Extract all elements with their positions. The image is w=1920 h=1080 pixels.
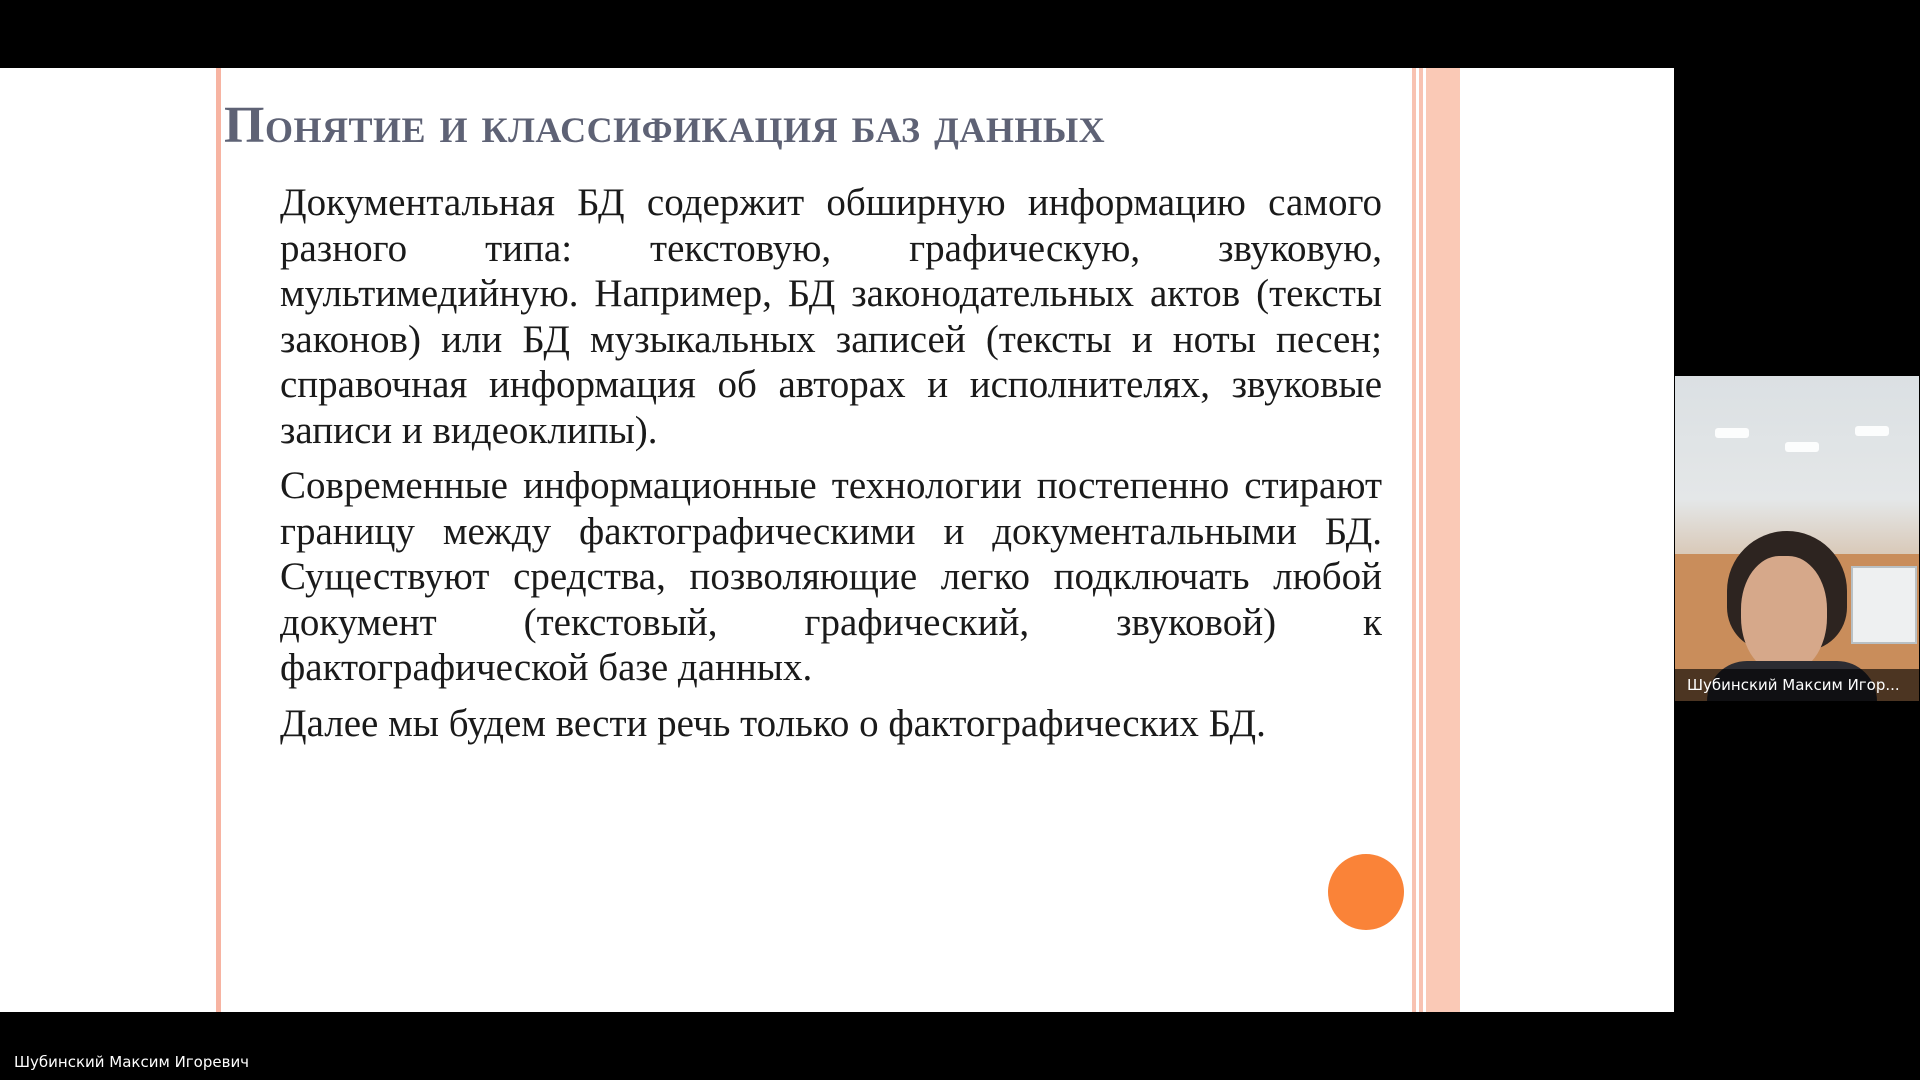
slide-paragraph: Современные информационные технологии постепенно стирают границу между фактографическими и документальными БД. Существуют средства, позволяющие легко подключать любой документ (текстовый, графический, звуковой) к фактографической базе данных. bbox=[280, 464, 1382, 689]
ceiling-light bbox=[1855, 426, 1889, 436]
slide-left-border-line bbox=[216, 68, 221, 1012]
slide-right-stripe bbox=[1412, 68, 1416, 1012]
slide-paragraph: Документальная БД содержит обширную информацию самого разного типа: текстовую, графическую, звуковую, мультимедийную. Например, БД законодательных актов (тексты законов) или БД музыкальных записей (тексты и ноты песен; справочная информация об авторах и исполнителях, звуковые записи и видеоклипы). bbox=[280, 181, 1382, 452]
participant-video-tile[interactable] bbox=[1675, 376, 1919, 701]
participant-name-bar bbox=[1675, 669, 1919, 701]
presenter-name-label: Шубинский Максим Игоревич bbox=[14, 1053, 250, 1071]
slide-body bbox=[280, 180, 1382, 756]
background-poster bbox=[1851, 566, 1917, 644]
orange-circle-decoration bbox=[1328, 854, 1404, 930]
slide-right-stripe bbox=[1419, 68, 1423, 1012]
ceiling-light bbox=[1715, 428, 1749, 438]
participant-name-label: Шубинский Максим Игор... bbox=[1687, 676, 1900, 694]
ceiling-light bbox=[1785, 442, 1819, 452]
presentation-slide bbox=[214, 68, 1464, 1012]
slide-right-band bbox=[1426, 68, 1460, 1012]
slide-title: Понятие и классификация баз данных bbox=[224, 97, 1106, 154]
participant-face bbox=[1741, 556, 1827, 674]
slide-paragraph: Далее мы будем вести речь только о фактографических БД. bbox=[280, 701, 1266, 745]
shared-screen bbox=[0, 68, 1674, 1012]
